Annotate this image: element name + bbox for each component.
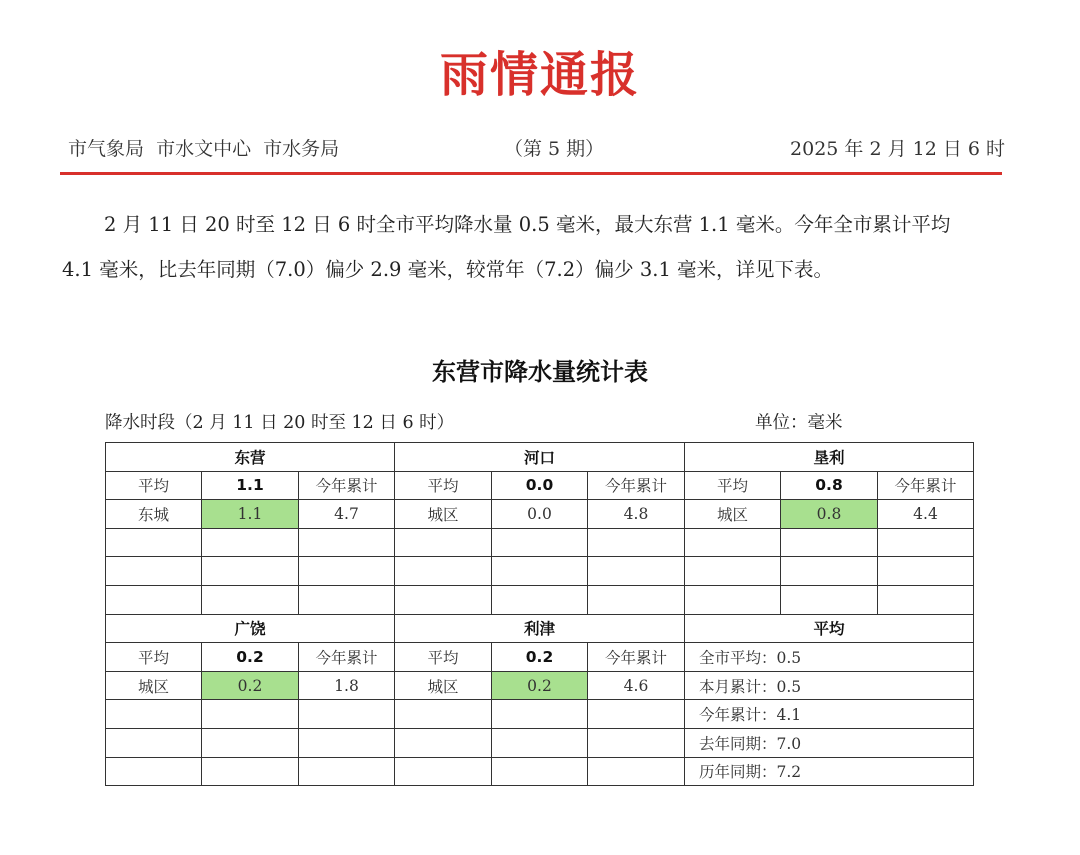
- station-value: 0.0: [492, 500, 588, 529]
- empty-cell: [588, 528, 685, 557]
- empty-cell: [395, 528, 492, 557]
- empty-cell: [106, 557, 202, 586]
- summary-paragraph: [62, 202, 1022, 292]
- empty-cell: [299, 557, 395, 586]
- avg-label: 平均: [106, 643, 202, 672]
- empty-cell: [492, 700, 588, 729]
- empty-cell: [299, 528, 395, 557]
- station-value: 0.2: [492, 671, 588, 700]
- city-summary-item: 今年累计：4.1: [685, 700, 974, 729]
- table-title: 东营市降水量统计表: [432, 358, 648, 386]
- empty-cell: [395, 585, 492, 614]
- station-name: 东城: [106, 500, 202, 529]
- empty-cell: [299, 757, 395, 786]
- empty-cell: [106, 728, 202, 757]
- empty-cell: [202, 757, 299, 786]
- empty-cell: [588, 700, 685, 729]
- empty-cell: [492, 585, 588, 614]
- empty-cell: [202, 585, 299, 614]
- empty-cell: [492, 528, 588, 557]
- station-name: 城区: [395, 671, 492, 700]
- empty-cell: [202, 528, 299, 557]
- table-row: [106, 757, 974, 786]
- empty-cell: [395, 557, 492, 586]
- empty-cell: [781, 585, 878, 614]
- city-summary-item: 全市平均：0.5: [685, 643, 974, 672]
- table-row: [106, 500, 974, 529]
- report-title: 雨情通报: [439, 47, 640, 103]
- table-row: [106, 643, 974, 672]
- empty-cell: [395, 757, 492, 786]
- station-value: 0.8: [781, 500, 878, 529]
- station-name: 城区: [685, 500, 781, 529]
- header-divider: [60, 172, 1002, 175]
- city-summary-title: 平均: [685, 614, 974, 643]
- rain-period: 降水时段（2 月 11 日 20 时至 12 日 6 时）: [105, 413, 455, 433]
- table-row: [106, 700, 974, 729]
- empty-cell: [299, 728, 395, 757]
- cum-label: 今年累计: [299, 471, 395, 500]
- summary-line-2: 4.1 毫米，比去年同期（7.0）偏少 2.9 毫米，较常年（7.2）偏少 3.1 毫米，详见下表。: [62, 258, 834, 281]
- avg-label: 平均: [106, 471, 202, 500]
- station-cumulative: 1.8: [299, 671, 395, 700]
- report-header: [62, 132, 1007, 162]
- empty-cell: [878, 557, 974, 586]
- district-avg: 1.1: [202, 471, 299, 500]
- empty-cell: [588, 585, 685, 614]
- empty-cell: [685, 528, 781, 557]
- empty-cell: [878, 585, 974, 614]
- district-name: 利津: [395, 614, 685, 643]
- district-name: 河口: [395, 443, 685, 472]
- cum-label: 今年累计: [299, 643, 395, 672]
- empty-cell: [685, 585, 781, 614]
- empty-cell: [685, 557, 781, 586]
- empty-cell: [106, 528, 202, 557]
- issuing-agencies: 市气象局 市水文中心 市水务局: [68, 138, 340, 160]
- empty-cell: [202, 728, 299, 757]
- station-cumulative: 4.7: [299, 500, 395, 529]
- table-row: [106, 471, 974, 500]
- table-row: [106, 443, 974, 472]
- station-value: 1.1: [202, 500, 299, 529]
- empty-cell: [299, 700, 395, 729]
- empty-cell: [395, 728, 492, 757]
- empty-cell: [202, 700, 299, 729]
- avg-label: 平均: [395, 643, 492, 672]
- empty-cell: [781, 557, 878, 586]
- station-name: 城区: [395, 500, 492, 529]
- empty-cell: [492, 557, 588, 586]
- avg-label: 平均: [395, 471, 492, 500]
- station-cumulative: 4.6: [588, 671, 685, 700]
- district-name: 东营: [106, 443, 395, 472]
- empty-cell: [588, 557, 685, 586]
- district-name: 广饶: [106, 614, 395, 643]
- empty-cell: [588, 757, 685, 786]
- empty-cell: [106, 700, 202, 729]
- rainfall-table: [105, 442, 974, 786]
- table-row: [106, 614, 974, 643]
- table-unit: 单位：毫米: [755, 413, 843, 433]
- station-cumulative: 4.4: [878, 500, 974, 529]
- empty-cell: [878, 528, 974, 557]
- station-value: 0.2: [202, 671, 299, 700]
- table-row: [106, 557, 974, 586]
- district-avg: 0.2: [202, 643, 299, 672]
- empty-cell: [492, 728, 588, 757]
- district-avg: 0.8: [781, 471, 878, 500]
- table-row: [106, 671, 974, 700]
- empty-cell: [395, 700, 492, 729]
- city-summary-item: 历年同期：7.2: [685, 757, 974, 786]
- empty-cell: [106, 757, 202, 786]
- station-cumulative: 4.8: [588, 500, 685, 529]
- cum-label: 今年累计: [878, 471, 974, 500]
- issue-number: （第 5 期）: [504, 138, 605, 160]
- district-avg: 0.2: [492, 643, 588, 672]
- table-row: [106, 728, 974, 757]
- cum-label: 今年累计: [588, 471, 685, 500]
- city-summary-item: 本月累计：0.5: [685, 671, 974, 700]
- city-summary-item: 去年同期：7.0: [685, 728, 974, 757]
- empty-cell: [106, 585, 202, 614]
- table-row: [106, 585, 974, 614]
- empty-cell: [781, 528, 878, 557]
- empty-cell: [492, 757, 588, 786]
- district-avg: 0.0: [492, 471, 588, 500]
- issue-date: 2025 年 2 月 12 日 6 时: [790, 138, 1005, 160]
- station-name: 城区: [106, 671, 202, 700]
- empty-cell: [588, 728, 685, 757]
- empty-cell: [202, 557, 299, 586]
- avg-label: 平均: [685, 471, 781, 500]
- district-name: 垦利: [685, 443, 974, 472]
- summary-line-1: 2 月 11 日 20 时至 12 日 6 时全市平均降水量 0.5 毫米，最大东营 1.1 毫米。今年全市累计平均: [104, 213, 951, 236]
- cum-label: 今年累计: [588, 643, 685, 672]
- table-row: [106, 528, 974, 557]
- empty-cell: [299, 585, 395, 614]
